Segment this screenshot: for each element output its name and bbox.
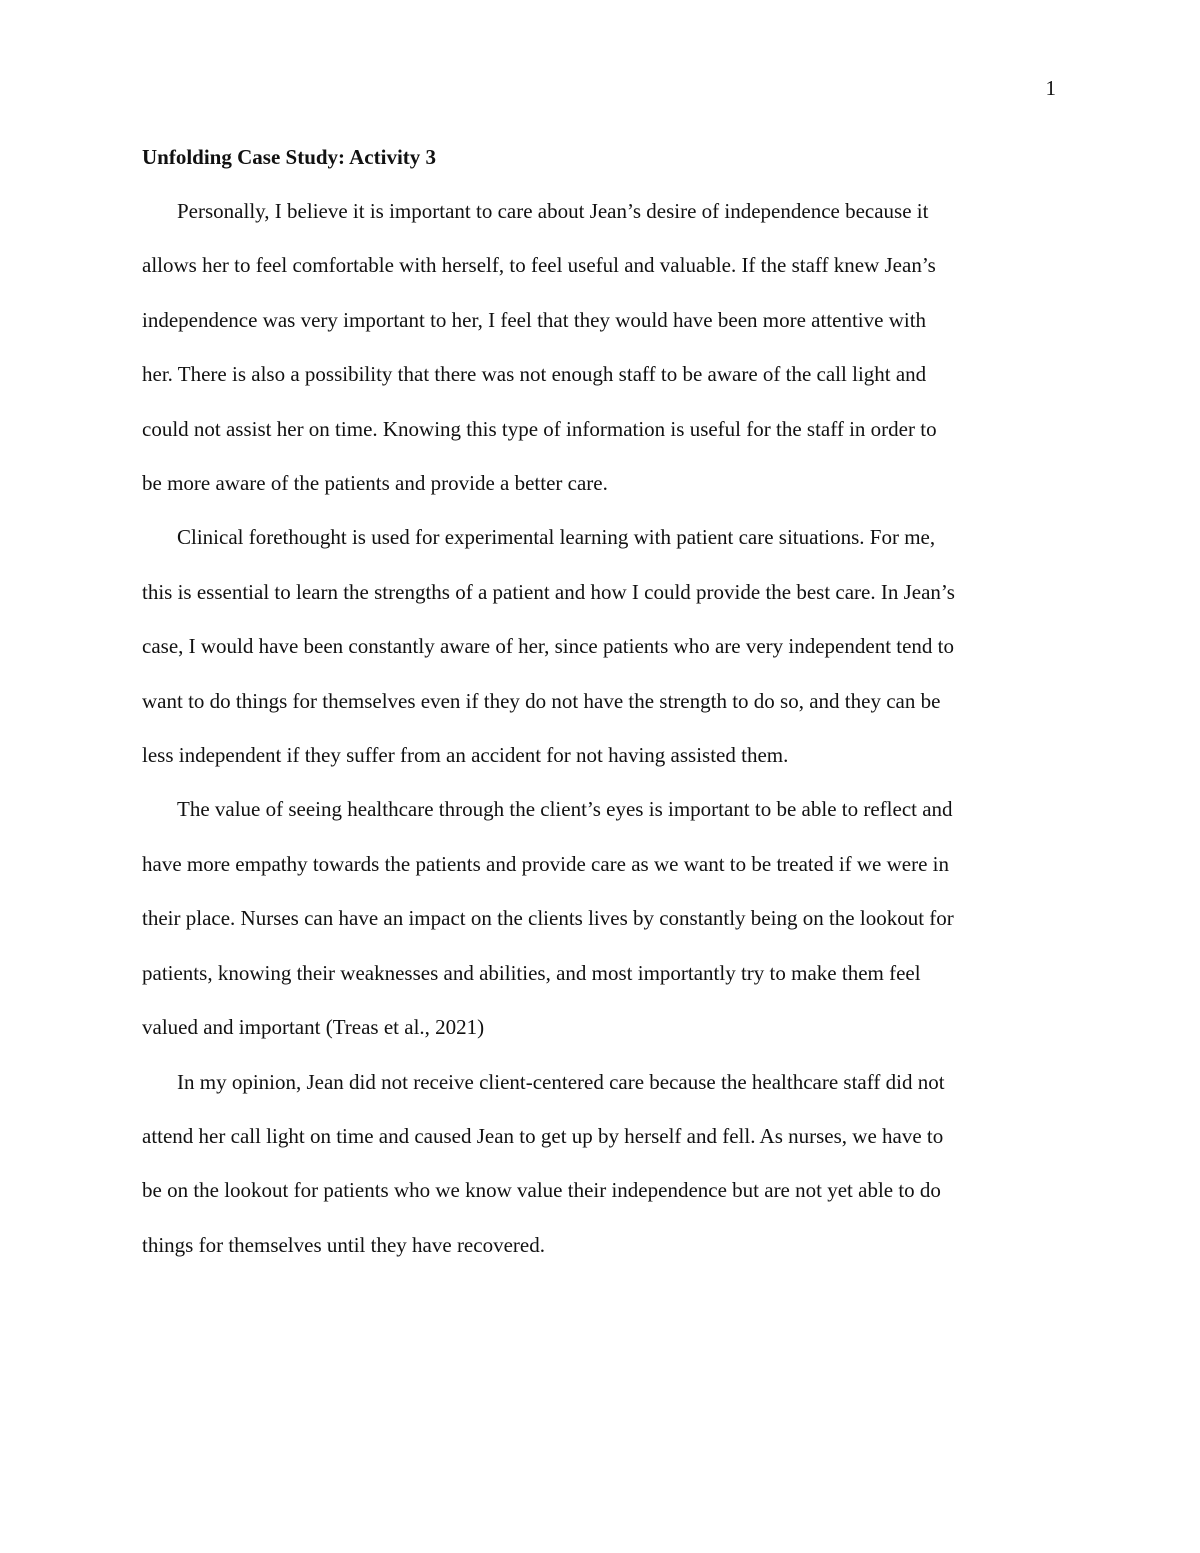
paragraph-clients-eyes — [142, 782, 1058, 1054]
paragraph-line: this is essential to learn the strengths of a patient and how I could provide the best care. In Jean’s — [142, 579, 955, 604]
paragraph-line: want to do things for themselves even if they do not have the strength to do so, and they can be — [142, 688, 941, 713]
paragraph-line: her. There is also a possibility that there was not enough staff to be aware of the call light and — [142, 362, 927, 387]
paragraph-client-centered-care — [142, 1055, 1058, 1273]
paragraph-line: less independent if they suffer from an accident for not having assisted them. — [142, 743, 789, 768]
paragraph-line: independence was very important to her, I feel that they would have been more attentive with — [142, 307, 927, 332]
page-number: 1 — [1045, 76, 1056, 100]
document-title: Unfolding Case Study: Activity 3 — [142, 145, 437, 169]
paragraph-line: patients, knowing their weaknesses and abilities, and most importantly try to make them feel — [142, 960, 921, 985]
paragraph-line: allows her to feel comfortable with herself, to feel useful and valuable. If the staff knew Jean’s — [142, 253, 936, 278]
paragraph-line: things for themselves until they have recovered. — [142, 1232, 545, 1257]
paragraph-independence — [142, 184, 1058, 510]
paragraph-line: have more empathy towards the patients and provide care as we want to be treated if we were in — [142, 851, 950, 876]
paragraph-line: The value of seeing healthcare through the client’s eyes is important to be able to reflect and — [177, 797, 953, 822]
paragraph-clinical-forethought — [142, 510, 1058, 782]
document-body — [142, 184, 1058, 1272]
paragraph-line: could not assist her on time. Knowing this type of information is useful for the staff in order to — [142, 416, 937, 441]
paragraph-line: their place. Nurses can have an impact on the clients lives by constantly being on the lookout for — [142, 906, 954, 931]
paragraph-line: be more aware of the patients and provide a better care. — [142, 471, 608, 496]
paragraph-line: In my opinion, Jean did not receive client-centered care because the healthcare staff did not — [177, 1069, 945, 1094]
paragraph-line: attend her call light on time and caused Jean to get up by herself and fell. As nurses, we have to — [142, 1123, 944, 1148]
paragraph-line: Personally, I believe it is important to care about Jean’s desire of independence because it — [177, 199, 929, 223]
paragraph-line: Clinical forethought is used for experimental learning with patient care situations. For me, — [177, 525, 936, 550]
paragraph-line: case, I would have been constantly aware of her, since patients who are very independent tend to — [142, 634, 955, 659]
paragraph-line: be on the lookout for patients who we know value their independence but are not yet able to do — [142, 1178, 941, 1203]
paragraph-line: valued and important (Treas et al., 2021) — [142, 1015, 485, 1040]
